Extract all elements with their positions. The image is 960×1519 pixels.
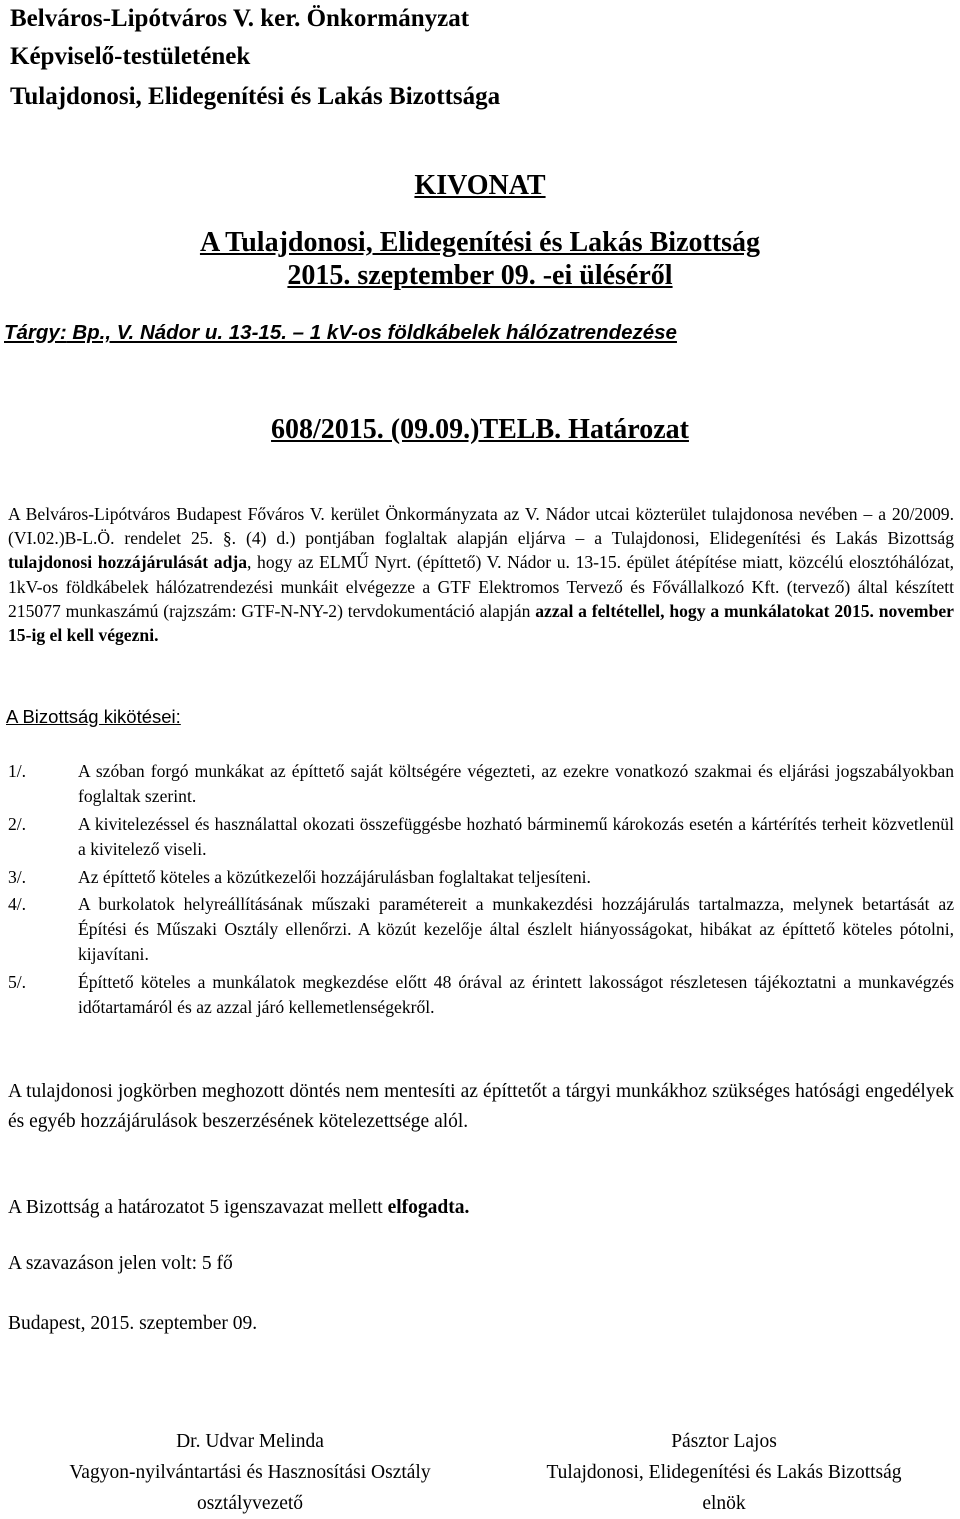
condition-item <box>8 812 954 862</box>
subject-text: Bp., V. Nádor u. 13-15. – 1 kV-os földkábelek hálózatrendezése <box>66 321 677 344</box>
vote-result: elfogadta. <box>387 1197 470 1218</box>
body-consent-bold: tulajdonosi hozzájárulását adja <box>8 552 248 573</box>
vote-text: A Bizottság a határozatot 5 igenszavazat mellett <box>8 1197 388 1218</box>
meeting-date: 2015. szeptember 09. -ei üléséről <box>287 260 673 291</box>
signer-name: Dr. Udvar Melinda <box>176 1431 324 1452</box>
resolution-body <box>8 502 954 647</box>
signature-left <box>0 1426 500 1519</box>
closing-note: A tulajdonosi jogkörben meghozott döntés nem mentesíti az építtetőt a tárgyi munkákhoz szükséges hatósági engedélyek és egyéb hozzájárulások beszerzésének kötelezettsége alól. <box>8 1081 954 1132</box>
signer-name: Pásztor Lajos <box>671 1431 777 1452</box>
subject-label: Tárgy: <box>4 321 67 344</box>
condition-number: 3/. <box>8 867 27 887</box>
condition-number: 1/. <box>8 761 27 781</box>
signer-department: Vagyon-nyilvántartási és Hasznosítási Osztály <box>69 1462 431 1483</box>
condition-number: 4/. <box>8 894 27 914</box>
condition-number: 5/. <box>8 972 27 992</box>
subject-line <box>4 321 677 345</box>
condition-text: A burkolatok helyreállításának műszaki paramétereit a munkakezdési hozzájárulás tartalmazza, melynek betartását az Építési és Műszaki Osztály ellenőrzi. A közút kezelője által észlelt hiányosságokat, hibákat az építtető köteles pótolni, kijavítani. <box>78 894 954 964</box>
vote-line <box>8 1193 954 1223</box>
signature-right <box>490 1426 958 1519</box>
header-line-1: Belváros-Lipótváros V. ker. Önkormányzat <box>10 5 470 32</box>
body-part-1: A Belváros-Lipótváros Budapest Főváros V. kerület Önkormányzata az V. Nádor utcai közterület tulajdonosa nevében – a 20/2009.(VI.02.)B-L.Ö. rendelet 25. §. (4) d.) pontjában foglaltak alapján eljárva – a Tulajdonosi, Elidegenítési és Lakás Bizottság <box>8 504 954 549</box>
place-date: Budapest, 2015. szeptember 09. <box>8 1313 258 1334</box>
condition-text: Az építtető köteles a közútkezelői hozzájárulásban foglaltakat teljesíteni. <box>78 867 591 887</box>
condition-item <box>8 865 954 890</box>
condition-item <box>8 970 954 1020</box>
condition-item <box>8 759 954 809</box>
condition-text: Építtető köteles a munkálatok megkezdése előtt 48 órával az érintett lakosságot részletesen tájékoztatni a munkavégzés időtartamáról és az azzal járó kellemetlenségekről. <box>78 972 954 1017</box>
document-subtitle: A Tulajdonosi, Elidegenítési és Lakás Bizottság <box>199 227 761 258</box>
condition-number: 2/. <box>8 814 27 834</box>
header-line-2: Képviselő-testületének <box>10 43 251 70</box>
body-condition-bold: azzal a feltétellel, hogy a munkálatokat 2015. november 15-ig el kell végezni. <box>8 600 954 646</box>
condition-text: A szóban forgó munkákat az építtető saját költségére végezteti, az ezekre vonatkozó szakmai és eljárási jogszabályokban foglaltak szerint. <box>78 761 954 806</box>
signer-role: elnök <box>702 1493 746 1514</box>
body-part-2: , hogy az ELMŰ Nyrt. (építtető) V. Nádor u. 13-15. épület átépítése miatt, közcélú elosztóhálózat, 1kV-os földkábelek hálózatrendezési munkáit elvégezze a GTF Elektromos Tervező és Fővállalkozó Kft. (tervező) által készített 215077 munkaszámú (rajzszám: GTF-N-NY-2) tervdokumentáció alapján <box>8 552 954 621</box>
condition-item <box>8 892 954 967</box>
signer-role: osztályvezető <box>196 1493 304 1514</box>
document-title: KIVONAT <box>414 170 546 201</box>
conditions-heading: A Bizottság kikötései: <box>6 706 181 727</box>
signer-department: Tulajdonosi, Elidegenítési és Lakás Bizottság <box>546 1462 902 1483</box>
condition-text: A kivitelezéssel és használattal okozati összefüggésbe hozható bárminemű károkozás esetén a kártérítés terheit közvetlenül a kivitelező viseli. <box>78 814 954 859</box>
resolution-number: 608/2015. (09.09.)TELB. Határozat <box>271 414 689 445</box>
attendance-line: A szavazáson jelen volt: 5 fő <box>8 1253 233 1274</box>
header-line-3: Tulajdonosi, Elidegenítési és Lakás Bizottsága <box>10 83 501 110</box>
